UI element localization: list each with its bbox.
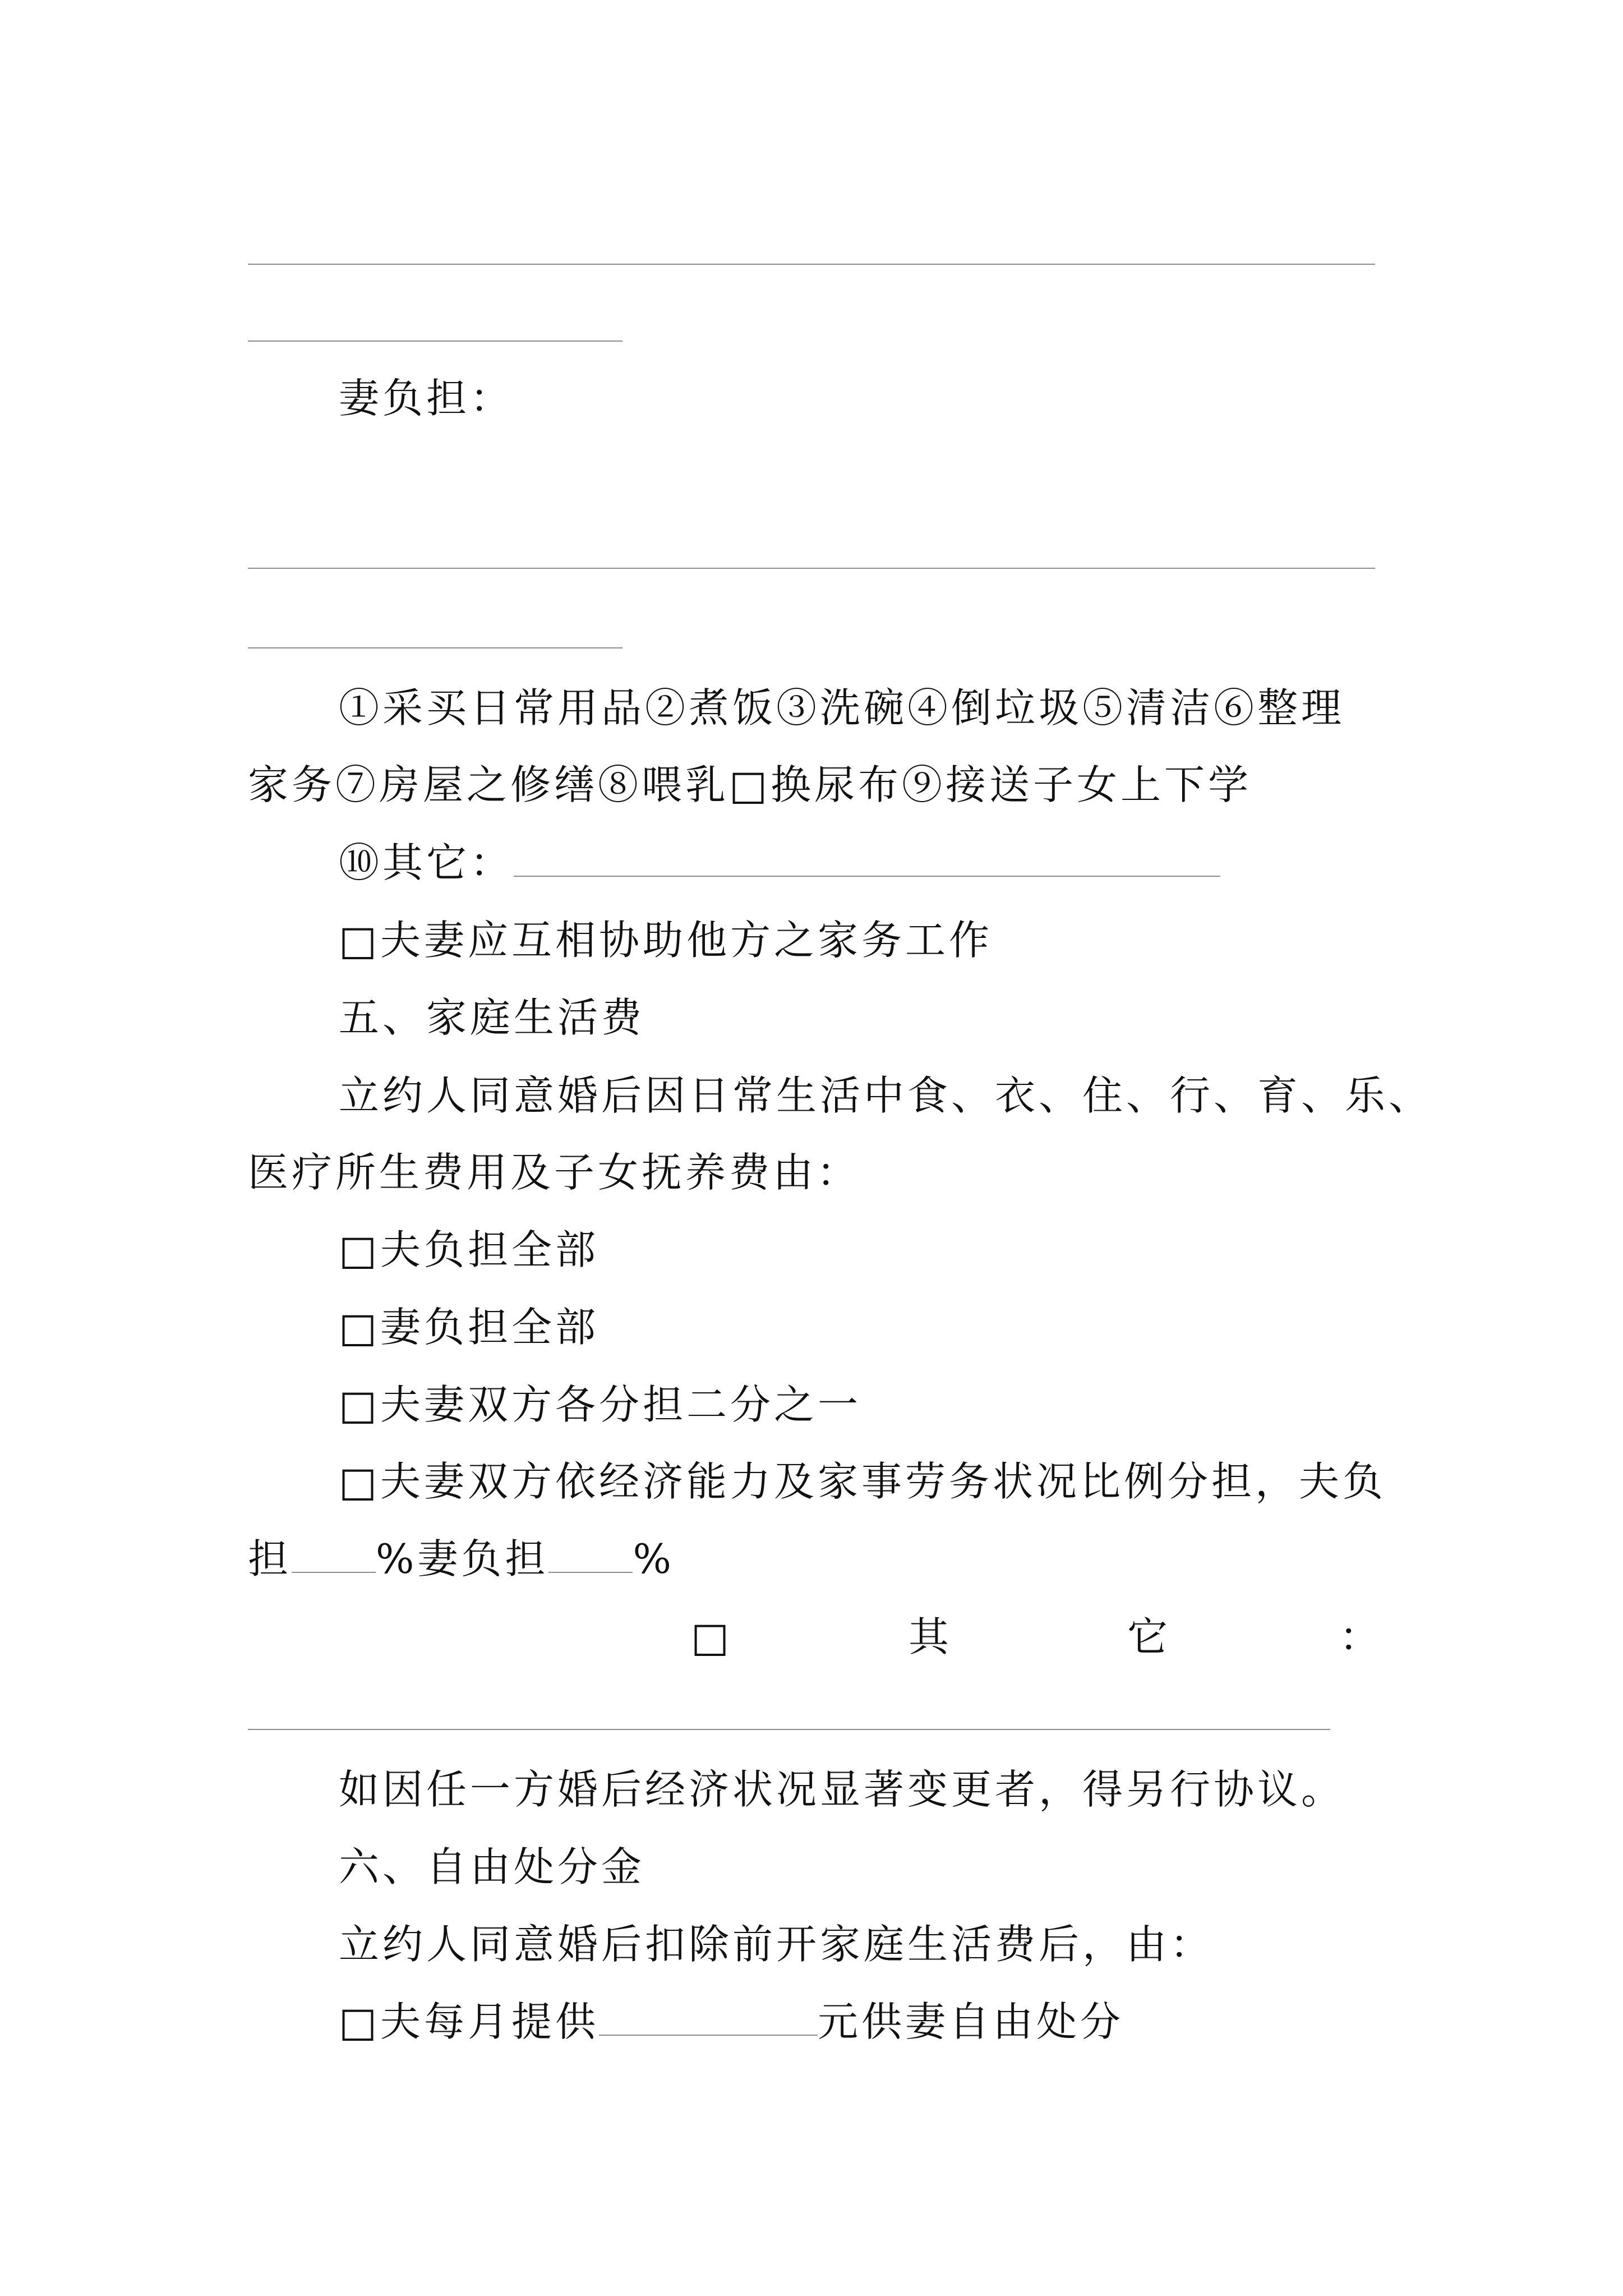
fill-line [248,568,1375,569]
mutual-help-option: □夫妻应互相协助他方之家务工作 [339,917,993,964]
option-husband-all: □夫负担全部 [339,1226,600,1273]
other-option-box: □ [691,1613,730,1660]
chores-list-line1: ①采买日常用品②煮饭③洗碗④倒垃圾⑤清洁⑥整理 [339,684,1345,731]
option-half: □夫妻双方各分担二分之一 [339,1381,862,1428]
section-6-heading: 六、自由处分金 [339,1843,645,1890]
change-note: 如因任一方婚后经济状况显著变更者，得另行协议。 [339,1766,1345,1813]
husband-monthly-suffix: 元供妻自由处分 [818,1998,1124,2045]
husband-monthly-prefix: □夫每月提供 [339,1998,600,2045]
wife-percent-blank [548,1537,633,1573]
other-option-ta: 它 [1127,1613,1168,1660]
husband-percent-blank [292,1537,376,1573]
other-option-colon: ： [1339,1613,1380,1660]
chores-other-blank [514,841,1220,877]
chores-list-line2: 家务⑦房屋之修缮⑧喂乳□换尿布⑨接送子女上下学 [248,761,1252,808]
husband-monthly-option [339,1994,1124,2050]
section-5-heading: 五、家庭生活费 [339,994,645,1041]
free-disposal-intro: 立约人同意婚后扣除前开家庭生活费后，由： [339,1921,1214,1968]
ratio-wife-text: %妻负担 [376,1535,549,1582]
fill-line [248,647,623,648]
fill-line [248,264,1375,265]
fill-line [248,341,623,342]
chores-other-label: ⑩其它： [339,839,514,886]
ratio-dan-text: 担 [248,1535,292,1582]
monthly-amount-blank [599,2000,818,2036]
wife-bears-label: 妻负担： [339,375,514,422]
option-wife-all: □妻负担全部 [339,1304,600,1351]
option-ratio-line2 [248,1531,675,1587]
fill-line [248,1729,1330,1730]
living-expense-intro-line2: 医疗所生费用及子女抚养费由： [248,1149,861,1196]
ratio-percent-end: % [633,1535,675,1582]
living-expense-intro-line1: 立约人同意婚后因日常生活中食、衣、住、行、育、乐、 [339,1072,1433,1119]
option-ratio-line1: □夫妻双方依经济能力及家事劳务状况比例分担，夫负 [339,1458,1387,1505]
other-option-qi: 其 [909,1613,949,1660]
chores-other-row [339,835,1220,891]
